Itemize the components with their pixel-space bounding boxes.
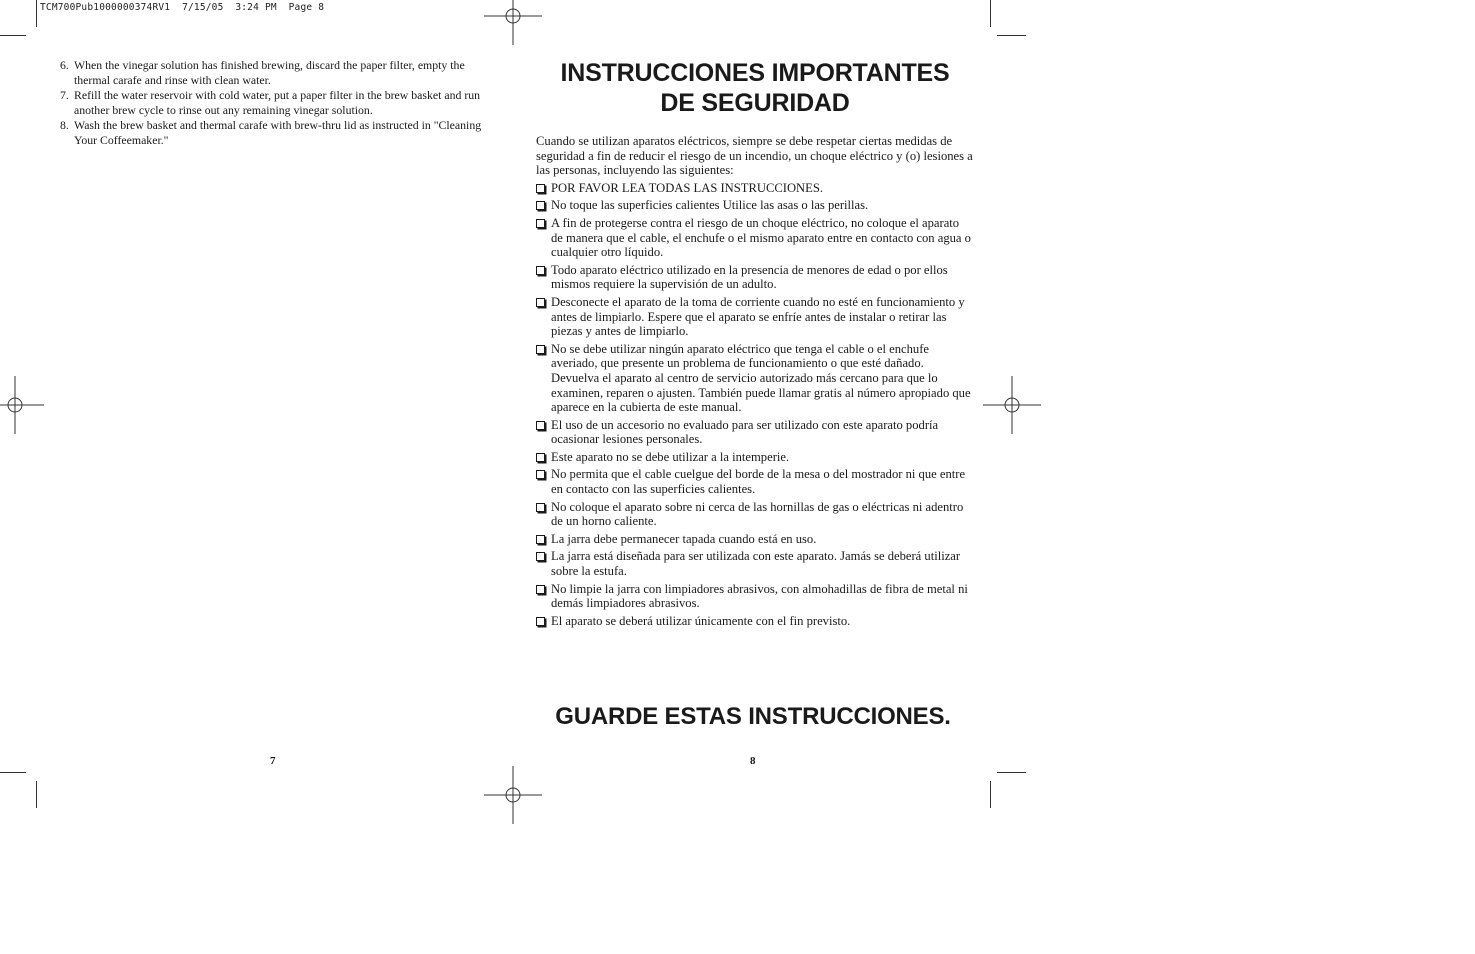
safety-item-text: El uso de un accesorio no evaluado para ser utilizado con este aparato podría ocasionar lesiones personales. [551,417,939,447]
list-item [536,198,974,213]
list-item [536,532,974,547]
list-item [56,88,501,117]
step-text: When the vinegar solution has finished brewing, discard the paper filter, empty the thermal carafe and rinse with clean water. [74,58,465,87]
page-title [536,58,974,118]
crop-mark [36,781,37,808]
list-item [56,118,501,147]
safety-item-text: Todo aparato eléctrico utilizado en la presencia de menores de edad o por ellos mismos requiere la supervisión de un adulto. [551,262,948,292]
checkbox-bullet-icon [536,298,545,307]
safety-item-text: Desconecte el aparato de la toma de corriente cuando no esté en funcionamiento y antes de limpiarlo. Espere que el aparato se enfríe antes de instalar o retirar las piezas y antes de limpiarlo. [551,294,965,339]
crop-mark [0,35,26,36]
checkbox-bullet-icon [536,184,545,193]
list-item [536,450,974,465]
checkbox-bullet-icon [536,345,545,354]
safety-item-text: A fin de protegerse contra el riesgo de un choque eléctrico, no coloque el aparato de manera que el cable, el enchufe o el mismo aparato entre en contacto con agua o cualquier otro líquido. [551,215,971,260]
checkbox-bullet-icon [536,219,545,228]
list-item [536,181,974,196]
safety-item-text: El aparato se deberá utilizar únicamente con el fin previsto. [551,613,851,628]
safety-item-text: No permita que el cable cuelgue del borde de la mesa o del mostrador ni que entre en contacto con las superficies calientes. [551,467,966,497]
registration-mark-icon [484,766,542,824]
list-item [536,549,974,578]
list-item [56,58,501,87]
intro-paragraph: Cuando se utilizan aparatos eléctricos, siempre se debe respetar ciertas medidas de seguridad a fin de reducir el riesgo de un incendio, un choque eléctrico y (o) lesiones a las personas, incluyendo las siguientes: [536,134,973,178]
checkbox-bullet-icon [536,453,545,462]
safety-item-text: La jarra está diseñada para ser utilizada con este aparato. Jamás se deberá utilizar sobre la estufa. [551,549,961,579]
safety-item-text: POR FAVOR LEA TODAS LAS INSTRUCCIONES. [551,180,823,195]
left-page-number: 7 [270,755,276,767]
safety-item-text: Este aparato no se debe utilizar a la intemperie. [551,449,790,464]
registration-mark-icon [983,376,1041,434]
crop-mark [990,781,991,808]
checkbox-bullet-icon [536,266,545,275]
checkbox-bullet-icon [536,552,545,561]
step-number: 7. [60,88,69,102]
safety-item-text: No se debe utilizar ningún aparato eléctrico que tenga el cable o el enchufe averiado, que presente un problema de funcionamiento o que esté dañado. Devuelva el aparato al centro de servicio autorizado más cercano para que lo examinen, reparen o ajusten. También puede llamar gratis al número apropiado que aparece en la cubierta de este manual. [551,341,971,415]
checkbox-bullet-icon [536,470,545,479]
safety-item-text: La jarra debe permanecer tapada cuando está en uso. [551,531,817,546]
crop-mark [36,0,37,27]
step-number: 8. [60,118,69,132]
checkbox-bullet-icon [536,201,545,210]
list-item [536,418,974,447]
safety-item-text: No toque las superficies calientes Utilice las asas o las perillas. [551,198,869,213]
list-item [536,614,974,629]
crop-mark [990,0,991,27]
safety-item-text: No coloque el aparato sobre ni cerca de las hornillas de gas o eléctricas ni adentro de un horno caliente. [551,499,964,529]
checkbox-bullet-icon [536,535,545,544]
list-item [536,500,974,529]
print-slug: TCM700Pub1000000374RV1 7/15/05 3:24 PM Page 8 [40,2,325,13]
list-item [536,467,974,496]
cleaning-steps-list [56,58,501,147]
step-text: Refill the water reservoir with cold water, put a paper filter in the brew basket and run another brew cycle to rinse out any remaining vinegar solution. [74,88,481,117]
registration-mark-icon [484,0,542,45]
safety-item-text: No limpie la jarra con limpiadores abrasivos, con almohadillas de fibra de metal ni demás limpiadores abrasivos. [551,581,968,611]
checkbox-bullet-icon [536,617,545,626]
title-line-1: INSTRUCCIONES IMPORTANTES [560,59,950,87]
checkbox-bullet-icon [536,585,545,594]
list-item [536,216,974,260]
closing-heading: GUARDE ESTAS INSTRUCCIONES. [555,703,951,730]
safety-list [536,181,974,629]
right-page-number: 8 [750,755,756,767]
crop-mark [0,772,26,773]
checkbox-bullet-icon [536,503,545,512]
crop-mark [997,35,1026,36]
checkbox-bullet-icon [536,421,545,430]
registration-mark-icon [0,376,44,434]
title-line-2: DE SEGURIDAD [660,89,850,117]
list-item [536,263,974,292]
left-page-content [56,58,501,148]
step-number: 6. [60,58,69,72]
right-page-content [536,58,974,631]
crop-mark [997,772,1026,773]
list-item [536,342,974,415]
list-item [536,582,974,611]
step-text: Wash the brew basket and thermal carafe with brew-thru lid as instructed in "Cleaning Your Coffeemaker." [74,118,482,147]
list-item [536,295,974,339]
